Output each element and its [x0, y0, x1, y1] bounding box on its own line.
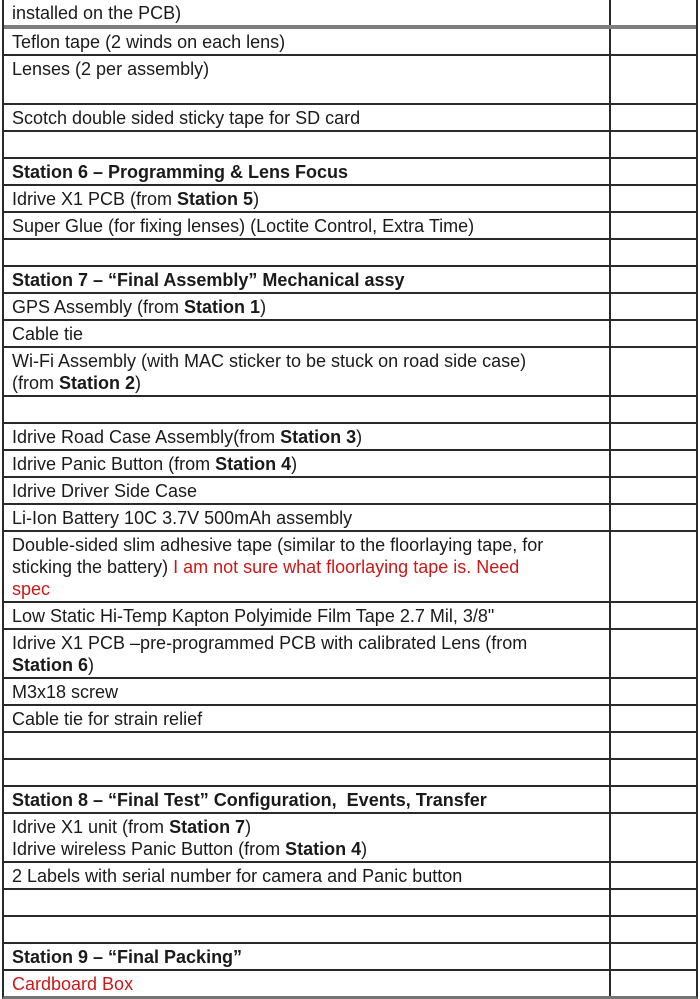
- text-segment: Scotch double sided sticky tape for SD card: [12, 108, 361, 128]
- text-line: [12, 507, 605, 529]
- text-segment: 2 Labels with serial number for camera and Panic button: [12, 866, 463, 886]
- item-description-cell: [4, 505, 611, 530]
- text-segment: ): [88, 655, 95, 675]
- checkoff-cell: [611, 679, 696, 704]
- red-note-segment: spec: [12, 579, 51, 599]
- item-description-cell: [4, 0, 611, 25]
- item-description-cell: [4, 814, 611, 861]
- item-description-cell: [4, 397, 611, 422]
- item-description-cell: [4, 917, 611, 942]
- text-segment: Idrive Panic Button (from: [12, 454, 216, 474]
- text-line: [12, 946, 605, 968]
- table-row: [4, 814, 696, 863]
- item-description-cell: [4, 532, 611, 601]
- item-description-cell: [4, 424, 611, 449]
- table-row: [4, 630, 696, 679]
- text-line: [12, 578, 605, 600]
- item-description-cell: [4, 679, 611, 704]
- table-row: [4, 787, 696, 814]
- checkoff-cell: [611, 186, 696, 211]
- item-description-cell: [4, 186, 611, 211]
- item-description-cell: [4, 603, 611, 628]
- checkoff-cell: [611, 478, 696, 503]
- text-segment: Li-Ion Battery 10C 3.7V 500mAh assembly: [12, 508, 353, 528]
- text-segment: M3x18 screw: [12, 682, 119, 702]
- table-row: [4, 397, 696, 424]
- text-segment: Cable tie: [12, 324, 84, 344]
- text-line: [12, 556, 605, 578]
- text-line: [12, 31, 605, 53]
- text-line: [12, 838, 605, 860]
- item-description-cell: [4, 348, 611, 395]
- checkoff-cell: [611, 814, 696, 861]
- text-segment: Idrive X1 unit (from: [12, 817, 170, 837]
- table-row: [4, 679, 696, 706]
- table-row: [4, 105, 696, 132]
- text-segment: Low Static Hi-Temp Kapton Polyimide Film Tape 2.7 Mil, 3/8": [12, 606, 495, 626]
- text-segment: ): [245, 817, 252, 837]
- bold-text-segment: Station 3: [280, 427, 357, 447]
- text-line: [12, 426, 605, 448]
- checkoff-cell: [611, 706, 696, 731]
- text-segment: Cable tie for strain relief: [12, 709, 203, 729]
- bold-text-segment: Station 9 – “Final Packing”: [12, 947, 243, 967]
- item-description-cell: [4, 787, 611, 812]
- text-line: [12, 323, 605, 345]
- bold-text-segment: Station 6 – Programming & Lens Focus: [12, 162, 349, 182]
- table-row: [4, 944, 696, 971]
- checkoff-cell: [611, 505, 696, 530]
- text-segment: ): [253, 189, 260, 209]
- item-description-cell: [4, 213, 611, 238]
- text-line: [12, 973, 605, 995]
- text-line: [12, 789, 605, 811]
- bold-text-segment: Station 5: [177, 189, 254, 209]
- bold-text-segment: Station 8 – “Final Test” Configuration, Events, Transfer: [12, 790, 487, 810]
- table-row: [4, 451, 696, 478]
- text-line: [12, 80, 605, 102]
- item-description-cell: [4, 890, 611, 915]
- table-row: [4, 159, 696, 186]
- table-row: [4, 321, 696, 348]
- text-line: [12, 735, 605, 757]
- text-segment: Idrive X1 PCB (from: [12, 189, 178, 209]
- item-description-cell: [4, 29, 611, 54]
- text-line: [12, 269, 605, 291]
- checkoff-cell: [611, 733, 696, 758]
- checkoff-cell: [611, 397, 696, 422]
- checkoff-cell: [611, 971, 696, 996]
- checkoff-cell: [611, 0, 696, 25]
- text-line: [12, 2, 605, 24]
- red-note-segment: I am not sure what floorlaying tape is. Need: [173, 557, 520, 577]
- checkoff-cell: [611, 105, 696, 130]
- table-row: [4, 863, 696, 890]
- table-row: [4, 532, 696, 603]
- checkoff-cell: [611, 159, 696, 184]
- text-line: [12, 708, 605, 730]
- checkoff-cell: [611, 213, 696, 238]
- text-segment: ): [356, 427, 363, 447]
- text-line: [12, 605, 605, 627]
- text-line: [12, 919, 605, 941]
- checkoff-cell: [611, 760, 696, 785]
- item-description-cell: [4, 321, 611, 346]
- checkoff-cell: [611, 56, 696, 103]
- bold-text-segment: Station 2: [59, 373, 136, 393]
- table-row: [4, 29, 696, 56]
- text-line: [12, 816, 605, 838]
- table-row: [4, 424, 696, 451]
- table-row: [4, 240, 696, 267]
- text-line: [12, 681, 605, 703]
- text-segment: ): [260, 297, 267, 317]
- text-line: [12, 107, 605, 129]
- item-description-cell: [4, 132, 611, 157]
- item-description-cell: [4, 478, 611, 503]
- checkoff-cell: [611, 944, 696, 969]
- text-line: [12, 350, 605, 372]
- table-row: [4, 971, 696, 996]
- checkoff-cell: [611, 294, 696, 319]
- table-row: [4, 917, 696, 944]
- table-row: [4, 132, 696, 159]
- bold-text-segment: Station 4: [285, 839, 362, 859]
- item-description-cell: [4, 630, 611, 677]
- checkoff-cell: [611, 348, 696, 395]
- text-line: [12, 892, 605, 914]
- text-segment: GPS Assembly (from: [12, 297, 185, 317]
- table-row: [4, 760, 696, 787]
- item-description-cell: [4, 944, 611, 969]
- text-segment: ): [291, 454, 298, 474]
- checkoff-cell: [611, 630, 696, 677]
- text-segment: sticking the battery): [12, 557, 174, 577]
- item-description-cell: [4, 733, 611, 758]
- item-description-cell: [4, 105, 611, 130]
- checkoff-cell: [611, 321, 696, 346]
- text-segment: Idrive X1 PCB –pre-programmed PCB with calibrated Lens (from: [12, 633, 528, 653]
- text-line: [12, 161, 605, 183]
- text-line: [12, 372, 605, 394]
- text-segment: Idrive Driver Side Case: [12, 481, 198, 501]
- bold-text-segment: Station 7: [169, 817, 246, 837]
- text-line: [12, 58, 605, 80]
- red-note-segment: Cardboard Box: [12, 974, 134, 994]
- text-line: [12, 480, 605, 502]
- text-segment: Lenses (2 per assembly): [12, 59, 210, 79]
- table-row: [4, 706, 696, 733]
- text-segment: Idrive wireless Panic Button (from: [12, 839, 286, 859]
- checkoff-cell: [611, 603, 696, 628]
- item-description-cell: [4, 240, 611, 265]
- bold-text-segment: Station 6: [12, 655, 89, 675]
- table-row: [4, 56, 696, 105]
- checkoff-cell: [611, 532, 696, 601]
- item-description-cell: [4, 706, 611, 731]
- checkoff-cell: [611, 863, 696, 888]
- table-row: [4, 294, 696, 321]
- table-row: [4, 733, 696, 760]
- item-description-cell: [4, 294, 611, 319]
- table-row: [4, 505, 696, 532]
- table-row: [4, 267, 696, 294]
- parts-checklist-table: [2, 0, 698, 999]
- checkoff-cell: [611, 240, 696, 265]
- table-row: [4, 348, 696, 397]
- text-line: [12, 134, 605, 156]
- text-segment: Idrive Road Case Assembly(from: [12, 427, 281, 447]
- text-segment: Super Glue (for fixing lenses) (Loctite Control, Extra Time): [12, 216, 475, 236]
- item-description-cell: [4, 971, 611, 996]
- checkoff-cell: [611, 917, 696, 942]
- checkoff-cell: [611, 890, 696, 915]
- text-line: [12, 762, 605, 784]
- text-segment: Double-sided slim adhesive tape (similar to the floorlaying tape, for: [12, 535, 544, 555]
- item-description-cell: [4, 760, 611, 785]
- item-description-cell: [4, 56, 611, 103]
- text-segment: installed on the PCB): [12, 3, 182, 23]
- checkoff-cell: [611, 132, 696, 157]
- text-line: [12, 654, 605, 676]
- item-description-cell: [4, 451, 611, 476]
- text-line: [12, 242, 605, 264]
- text-segment: (from: [12, 373, 59, 393]
- checkoff-cell: [611, 424, 696, 449]
- text-line: [12, 865, 605, 887]
- item-description-cell: [4, 159, 611, 184]
- table-row: [4, 478, 696, 505]
- checkoff-cell: [611, 29, 696, 54]
- table-row: [4, 213, 696, 240]
- text-segment: ): [135, 373, 142, 393]
- checkoff-cell: [611, 451, 696, 476]
- table-row: [4, 0, 696, 29]
- bold-text-segment: Station 7 – “Final Assembly” Mechanical assy: [12, 270, 405, 290]
- item-description-cell: [4, 267, 611, 292]
- text-line: [12, 296, 605, 318]
- text-line: [12, 632, 605, 654]
- bold-text-segment: Station 1: [184, 297, 261, 317]
- bold-text-segment: Station 4: [215, 454, 292, 474]
- checkoff-cell: [611, 267, 696, 292]
- table-row: [4, 186, 696, 213]
- table-row: [4, 890, 696, 917]
- text-segment: Wi-Fi Assembly (with MAC sticker to be stuck on road side case): [12, 351, 527, 371]
- text-line: [12, 215, 605, 237]
- checkoff-cell: [611, 787, 696, 812]
- text-segment: ): [361, 839, 368, 859]
- text-line: [12, 188, 605, 210]
- text-line: [12, 534, 605, 556]
- item-description-cell: [4, 863, 611, 888]
- text-line: [12, 453, 605, 475]
- table-row: [4, 603, 696, 630]
- text-segment: Teflon tape (2 winds on each lens): [12, 32, 286, 52]
- text-line: [12, 399, 605, 421]
